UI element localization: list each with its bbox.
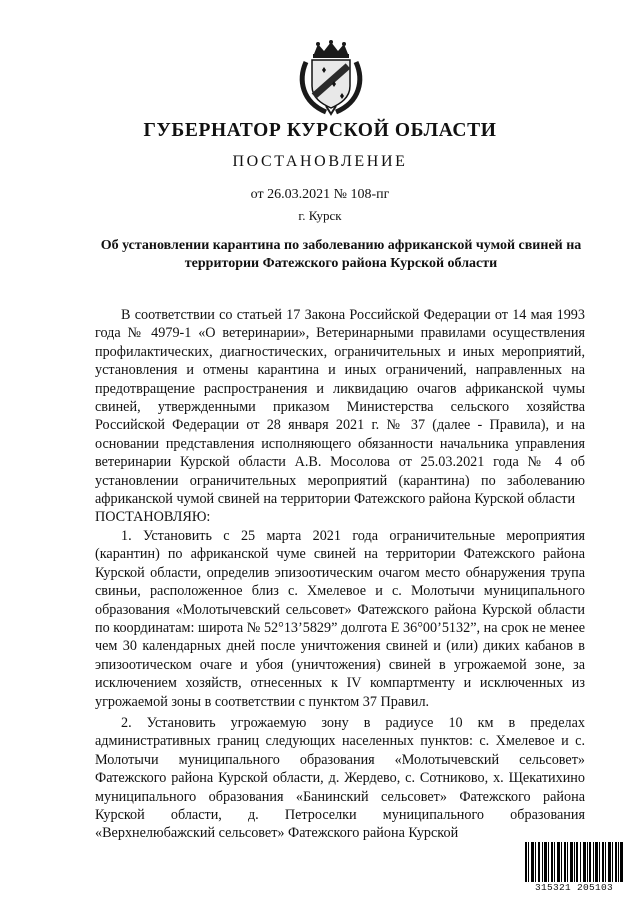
date-number: от 26.03.2021 № 108-пг	[250, 187, 390, 202]
intro-paragraph: В соответствии со статьей 17 Закона Российской Федерации от 14 мая 1993 года № 4979-1 «О ветеринарии», Ветеринарными правилами осуществления профилактических, диагностических, ограничительных и иных мероприятий, установления и отмены карантина и иных ограничений, направленных на предотвращение распространения и ликвидацию очагов африканской чумы свиней, утвержденными приказом Министерства сельского хозяйства Российской Федерации от 28 января 2021 г. № 37 (далее - Правила), и на основании представления исполняющего обязанности начальника управления ветеринарии Курской области А.В. Мосолова от 25.03.2021 года № 4 об установлении ограничительных мероприятий (карантина) по заболеванию африканской чумой свиней на территории Фатежского района Курской области	[95, 307, 585, 508]
document-body	[95, 306, 585, 843]
city: г. Курск	[298, 208, 342, 223]
document-subject: Об установлении карантина по заболеванию африканской чумой свиней на территории Фатежского района Курской области	[100, 238, 582, 271]
coat-of-arms-emblem	[296, 40, 366, 116]
document-type: ПОСТАНОВЛЕНИЕ	[232, 153, 408, 170]
barcode-number: 315321 205103	[534, 882, 613, 893]
issuer-title: ГУБЕРНАТОР КУРСКОЙ ОБЛАСТИ	[143, 120, 497, 141]
clause-2: 2. Установить угрожаемую зону в радиусе 10 км в пределах административных границ следующих населенных пунктов: с. Хмелевое и с. Молотычи муниципального образования «Молотычевский сельсовет» Фатежского района Курской области, д. Жердево, с. Сотниково, х. Щекатихино муниципального образования «Банинский сельсовет» Фатежского района Курской области, д. Петроселки муниципального образования «Верхнелюбажский сельсовет» Фатежского района Курской	[95, 714, 585, 842]
decree-word: ПОСТАНОВЛЯЮ:	[95, 509, 211, 526]
barcode	[525, 842, 623, 882]
clause-1: 1. Установить с 25 марта 2021 года ограничительные мероприятия (карантин) по африканской чуме свиней на территории Фатежского района Курской области, определив эпизоотическим очагом место обнаружения трупа свиньи, расположенное близ с. Хмелевое и с. Молотычи муниципального образования «Молотычевский сельсовет» Фатежского района Курской области по координатам: широта № 52°13’5829” долгота Е 36°00’5132”, на срок не менее чем 30 календарных дней после уничтожения свиней и (или) диких кабанов в эпизоотическом очаге и убоя (уничтожения) свиней в угрожаемой зоне, за исключением хозяйств, отнесенных к IV компартменту и исключенных из угрожаемой зоны в соответствии с пунктом 37 Правил.	[95, 527, 585, 710]
